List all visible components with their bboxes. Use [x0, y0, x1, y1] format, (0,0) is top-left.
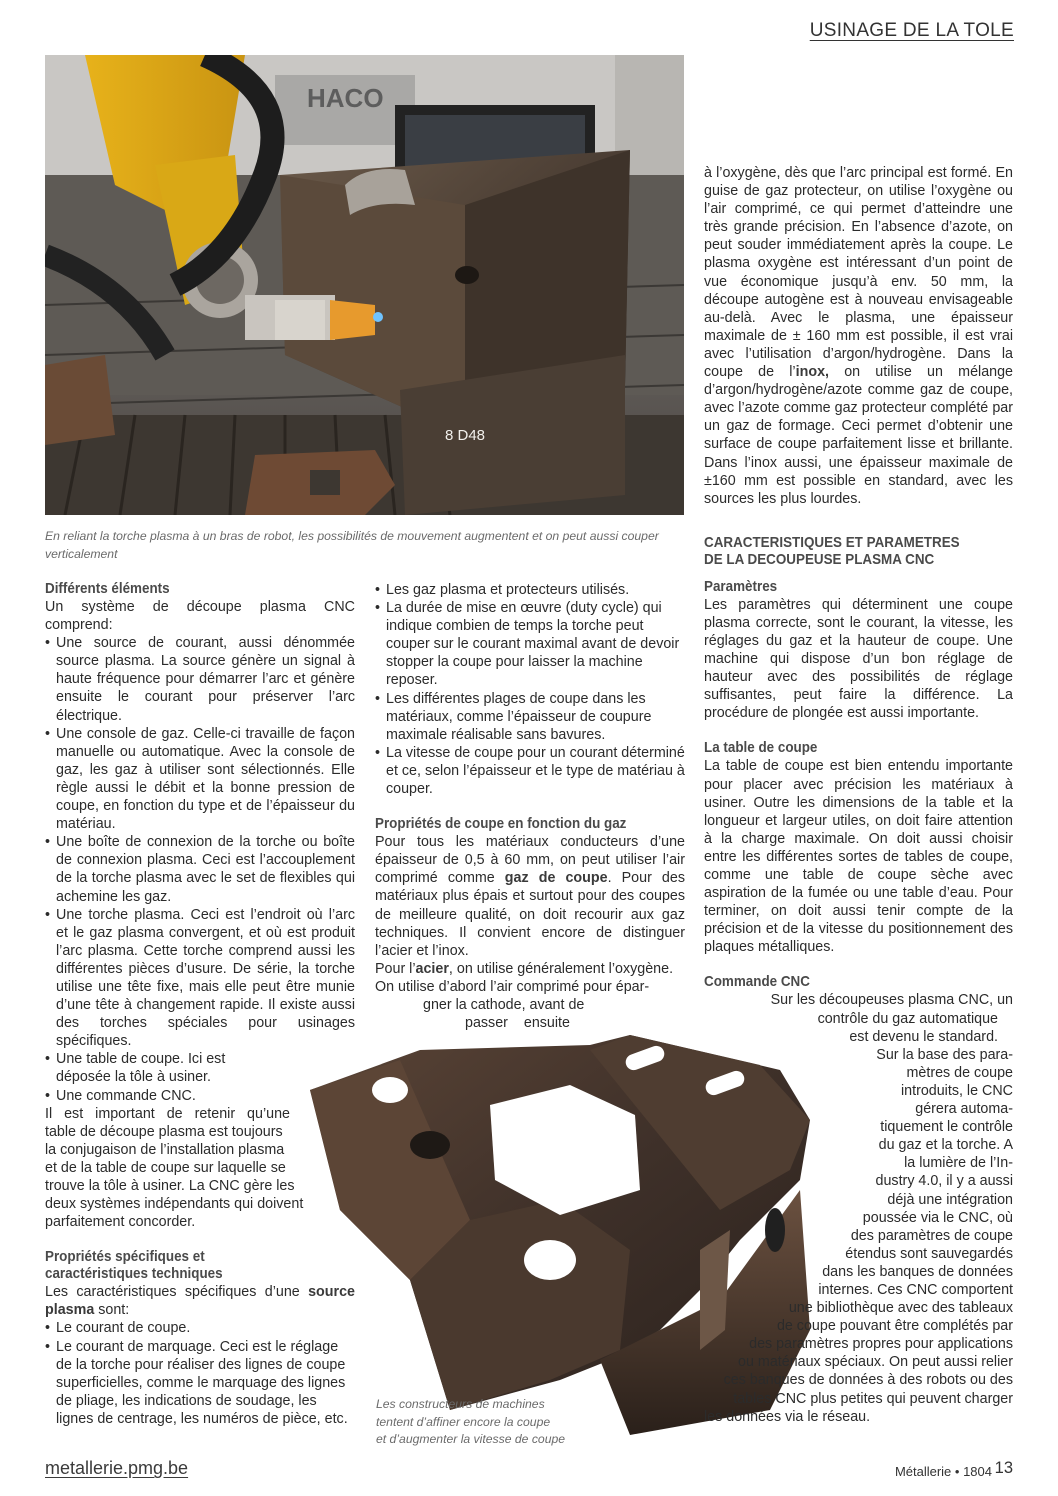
text-line: des paramètres de coupe: [850, 1227, 1013, 1244]
photo2-caption-line: et d’augmenter la vitesse de coupe: [376, 1432, 566, 1446]
heading-cutting-table: La table de coupe: [704, 740, 818, 757]
text-line: contrôle du gaz automatique: [817, 1010, 998, 1027]
heading-cnc-control: Commande CNC: [704, 974, 810, 991]
photo2-caption-line: tentent d’affiner encore la coupe: [376, 1414, 551, 1429]
photo2-caption-line: Les constructeurs de machines: [376, 1397, 545, 1411]
paragraph: La table de coupe est bien entendu importante pour placer avec précision les matériaux à usiner. Outre les dimensions de la table et la longueur et largeur utiles, on doit faire attention à la charge maximale. On doit aussi choisir entre les différentes sortes de tables de coupe, comme une table de coupe sèche avec aspiration de la fumée ou une table d’eau. Pour terminer, on doit aussi tenir compte de la précision et de la vitesse du positionnement des plaques métalliques.: [704, 758, 1013, 956]
list-item: • Les gaz plasma et protecteurs utilisés.: [375, 581, 685, 599]
text-line: deux systèmes indépendants qui doivent: [45, 1196, 304, 1213]
list-item-line: déposée la tôle à usiner.: [56, 1069, 211, 1086]
text-line: étendus sont sauvegardés: [845, 1245, 1013, 1262]
text-line: On utilise d’abord l’air comprimé pour épar-: [375, 978, 650, 995]
text-line: tiquement le contrôle: [880, 1119, 1013, 1136]
text-line: des paramètres propres pour applications: [749, 1336, 1013, 1353]
paragraph: [45, 1105, 355, 1232]
paragraph: [45, 1283, 355, 1319]
list-item-line: • Une table de coupe. Ici est: [56, 1051, 226, 1068]
bold-term: gaz de coupe: [504, 870, 608, 887]
text-span: Pour l’: [375, 960, 416, 977]
robot-plasma-photo: [45, 55, 684, 515]
list-item: • Une console de gaz. Celle-ci travaille de façon manuelle ou automatique. Avec la console de gaz, les gaz à utiliser sont sélectionnés. Elle règle aussi le débit et la bonne pression de coupe, en fonction du type et de l’épaisseur du matériau.: [45, 725, 355, 834]
page-number: 13: [994, 1459, 1013, 1477]
text-line: trouve la tôle à usiner. La CNC gère les: [45, 1178, 295, 1194]
text-line: ces banques de données à des robots ou des: [723, 1372, 1013, 1389]
text-line: la conjugaison de l’installation plasma: [45, 1141, 285, 1158]
text-line: introduits, le CNC: [900, 1082, 1013, 1099]
text-line: mètres de coupe: [906, 1064, 1013, 1081]
text-line: et de la table de coupe sur laquelle se: [45, 1159, 286, 1176]
text-line: déjà une intégration: [887, 1191, 1013, 1208]
paragraph: [704, 164, 1013, 508]
list-item: • Une torche plasma. Ceci est l’endroit où l’arc et le gaz plasma convergent, et où est produit l’arc plasma. Cette torche comprend aussi les différentes pièces d’usure. De série, la torche utilise une tête fixe, mais elle peut être munie d’une tête à changement rapide. Il existe aussi des torches spéciales pour usinages spécifiques.: [45, 906, 355, 1051]
text-line: parfaitement concorder.: [45, 1214, 196, 1231]
text-line: est devenu le standard.: [849, 1028, 998, 1045]
paragraph: Les paramètres qui déterminent une coupe plasma correcte, sont le courant, la vitesse, les réglages du gaz et la hauteur de coupe. Une machine qui dispose d’un bon réglage de hauteur avec des possibilités de réglage suffisantes, peut faire la différence. La procédure de plongée est aussi importante.: [704, 596, 1013, 722]
heading-parameters: Paramètres: [704, 578, 778, 595]
text-line: poussée via le CNC, où: [862, 1209, 1013, 1226]
footer-website-link[interactable]: metallerie.pmg.be: [45, 1458, 189, 1478]
footer-publication: Métallerie • 1804: [894, 1464, 992, 1479]
haco-sign: HACO: [307, 83, 384, 113]
text-span: Pour tous les matériaux conducteurs d’une épaisseur de 0,5 à 60 mm, on peut utiliser l’air comprimé comme: [375, 834, 685, 887]
text-line: passer ensuite: [465, 1015, 570, 1032]
bold-term: inox,: [795, 364, 829, 381]
text-span: Les caractéristiques spécifiques d’une: [45, 1284, 309, 1301]
text-line: tables CNC plus petites qui peuvent charger: [733, 1390, 1013, 1407]
paragraph: [375, 833, 685, 960]
list-item: • Le courant de marquage. Ceci est le réglage de la torche pour réaliser des lignes de coupe superficielles, comme le marquage des lignes de pliage, les indications de soudage, les lignes de centrage, les numéros de pièce, etc.: [45, 1338, 355, 1428]
paragraph: [375, 960, 685, 978]
text-line: les données via le réseau.: [704, 1408, 871, 1425]
paragraph: Un système de découpe plasma CNC comprend:: [45, 599, 355, 634]
list-item: • La durée de mise en œuvre (duty cycle) qui indique combien de temps la torche peut couper sur le courant maximal avant de devoir stopper la coupe pour laisser la machine reposer.: [375, 599, 685, 689]
text-line: Sur les découpeuses plasma CNC, un: [770, 992, 1013, 1009]
text-line: dustry 4.0, il y a aussi: [875, 1173, 1013, 1190]
list-item: • Une boîte de connexion de la torche ou boîte de connexion plasma. Ceci est l’accouplement de la torche plasma avec le set de flexibles qui achemine les gaz.: [45, 833, 355, 905]
photo1-caption: En reliant la torche plasma à un bras de robot, les possibilités de mouvement augmentent et on peut aussi couper verticalement: [45, 529, 659, 561]
heading-elements: Différents éléments: [45, 581, 170, 597]
column-2: [375, 581, 685, 1032]
text-line: Sur la base des para-: [876, 1046, 1013, 1063]
column-1: [45, 581, 355, 1428]
text-line: de coupe pouvant être complétés par: [776, 1318, 1013, 1335]
handwritten-marking: 8 D48: [445, 427, 486, 444]
text-span: . Pour des matériaux plus épais et surtout pour des coupes de meilleure qualité, on doit recourir aux gaz techniques. Il convient encore de distinguer l’acier et l’inox.: [375, 870, 685, 959]
list-item: • Le courant de coupe.: [45, 1319, 355, 1337]
text-line: une bibliothèque avec des tableaux: [788, 1300, 1013, 1317]
text-span: , on utilise généralement l’oxygène.: [448, 960, 674, 977]
paragraph: [704, 991, 1013, 1425]
section-title: USINAGE DE LA TOLE: [809, 20, 1014, 41]
heading-specific-properties: Propriétés spécifiques et: [45, 1249, 205, 1266]
text-line: Il est important de retenir qu’une: [45, 1105, 290, 1122]
heading-characteristics: CARACTERISTIQUES ET PARAMETRES: [704, 534, 960, 551]
text-line: ou matériaux spéciaux. On peut aussi relier: [738, 1354, 1013, 1371]
text-line: gérera automa-: [915, 1101, 1013, 1118]
robot-plasma-illustration: [45, 55, 684, 515]
heading-specific-properties: caractéristiques techniques: [45, 1266, 223, 1283]
text-line: internes. Ces CNC comportent: [818, 1281, 1013, 1298]
text-line: du gaz et la torche. A: [878, 1137, 1013, 1154]
list-item: • La vitesse de coupe pour un courant déterminé et ce, selon l’épaisseur et le type de matériau à couper.: [375, 744, 685, 798]
bold-term: acier: [415, 960, 449, 977]
bold-term: source plasma: [45, 1284, 355, 1319]
text-span: sont:: [94, 1302, 130, 1319]
list-item: [45, 1050, 355, 1086]
list-item: • Une source de courant, aussi dénommée source plasma. La source génère un signal à haute fréquence pour démarrer l’arc et génère ensuite le courant pour préserver l’arc électrique.: [45, 634, 355, 724]
text-line: gner la cathode, avant de: [423, 996, 585, 1013]
heading-characteristics: DE LA DECOUPEUSE PLASMA CNC: [704, 551, 935, 568]
column-3: [704, 164, 1013, 1426]
text-line: table de découpe plasma est toujours: [45, 1123, 283, 1140]
text-line: la lumière de l’In-: [904, 1155, 1013, 1172]
text-span: à l’oxygène, dès que l’arc principal est formé. En guise de gaz protecteur, on utilise l’oxygène ou l’air comprimé, ce qui permet d’atteindre une très grande précision. En l’absence d’azote, on peut souder immédiatement après la coupe. Le plasma oxygène est intéressant d’un point de vue économique jusqu’à env. 50 mm, la découpe autogène est à nouveau envisageable au-delà. Avec le plasma, une épaisseur maximale de ± 160 mm est possible, il est vrai avec l’utilisation d’argon/hydrogène. Dans la coupe de l’: [704, 165, 1013, 381]
heading-gas-properties: Propriétés de coupe en fonction du gaz: [375, 816, 627, 833]
list-item: • Une commande CNC.: [45, 1087, 355, 1105]
list-item: • Les différentes plages de coupe dans les matériaux, comme l’épaisseur de coupure maximale réalisable sans bavures.: [375, 690, 685, 744]
text-line: dans les banques de données: [822, 1263, 1013, 1280]
text-span: on utilise un mélange d’argon/hydrogène/azote comme gaz de coupe, avec l’azote comme gaz protecteur complété par un gaz de formage. Ceci permet d’obtenir une surface de coupe parfaitement lisse et brillante. Dans l’inox aussi, une épaisseur maximale de ±160 mm est possible en standard, avec les sources les plus lourdes.: [704, 364, 1014, 507]
photo2-caption: [376, 1396, 606, 1449]
